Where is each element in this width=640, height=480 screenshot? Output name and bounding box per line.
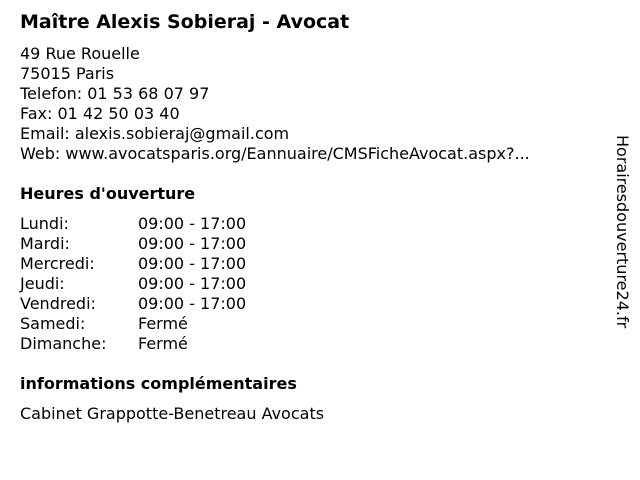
hours-day: Samedi: [20,314,86,333]
hours-time: 09:00 - 17:00 [138,254,247,273]
hours-day: Lundi: [20,214,69,233]
contact-block [20,44,530,164]
hours-row-thursday [20,274,246,294]
hours-time: 09:00 - 17:00 [138,214,247,233]
hours-day: Vendredi: [20,294,96,313]
hours-day: Jeudi: [20,274,65,293]
info-text: Cabinet Grappotte-Benetreau Avocats [20,404,325,423]
info-heading: informations complémentaires [20,374,297,393]
site-watermark: Horairesdouverture24.fr [613,135,632,329]
website-url: Web: www.avocatsparis.org/Eannuaire/CMSFicheAvocat.aspx?... [20,144,530,163]
hours-row-wednesday [20,254,246,274]
page-title: Maître Alexis Sobieraj - Avocat [20,11,350,33]
hours-row-sunday [20,334,246,354]
hours-day: Mardi: [20,234,70,253]
hours-heading: Heures d'ouverture [20,184,196,203]
hours-row-monday [20,214,246,234]
hours-row-saturday [20,314,246,334]
hours-table [20,214,246,354]
hours-time: Fermé [138,314,188,333]
hours-row-tuesday [20,234,246,254]
hours-day: Mercredi: [20,254,95,273]
hours-day: Dimanche: [20,334,107,353]
hours-row-friday [20,294,246,314]
city-address: 75015 Paris [20,64,115,83]
email-address: Email: alexis.sobieraj@gmail.com [20,124,290,143]
hours-time: Fermé [138,334,188,353]
street-address: 49 Rue Rouelle [20,44,140,63]
phone-number: Telefon: 01 53 68 07 97 [20,84,210,103]
fax-number: Fax: 01 42 50 03 40 [20,104,180,123]
hours-time: 09:00 - 17:00 [138,274,247,293]
hours-time: 09:00 - 17:00 [138,294,247,313]
hours-time: 09:00 - 17:00 [138,234,247,253]
